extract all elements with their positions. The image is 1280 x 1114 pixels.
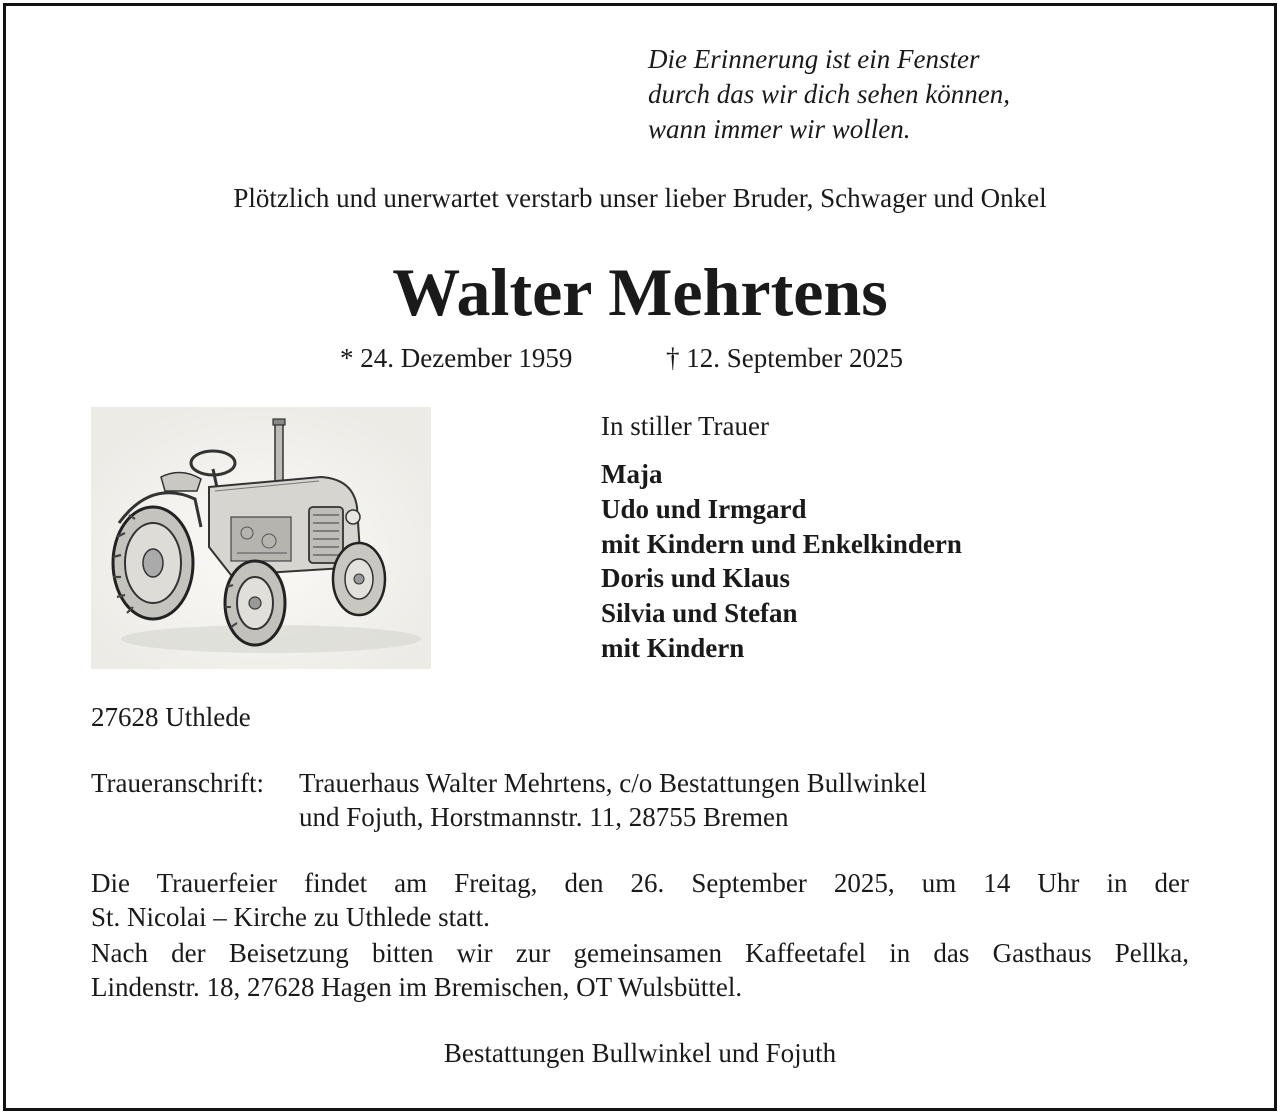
service-line: Die Trauerfeier findet am Freitag, den 26. September 2025, um 14 Uhr in der	[91, 868, 1189, 898]
intro-text: Plötzlich und unerwartet verstarb unser lieber Bruder, Schwager und Onkel	[233, 183, 1047, 213]
mourner-name: mit Kindern und Enkelkindern	[601, 528, 962, 559]
tractor-illustration	[91, 407, 431, 669]
mourner-name: Silvia und Stefan	[601, 598, 798, 629]
quote-line: durch das wir dich sehen können,	[648, 79, 1010, 109]
address-line: Trauerhaus Walter Mehrtens, c/o Bestattungen Bullwinkel	[299, 768, 927, 798]
mourning-heading: In stiller Trauer	[601, 411, 769, 441]
tractor-icon	[91, 407, 431, 669]
quote-line: wann immer wir wollen.	[648, 114, 911, 144]
mourner-name: Maja	[601, 459, 663, 489]
deceased-name: Walter Mehrtens	[392, 254, 888, 330]
service-line: Lindenstr. 18, 27628 Hagen im Bremischen, OT Wulsbüttel.	[91, 972, 743, 1002]
memorial-quote	[648, 42, 1010, 147]
mourner-name: Doris und Klaus	[601, 563, 791, 594]
address-label: Traueranschrift:	[91, 768, 264, 798]
death-date: † 12. September 2025	[666, 343, 903, 373]
place-of-residence: 27628 Uthlede	[91, 702, 251, 732]
funeral-home: Bestattungen Bullwinkel und Fojuth	[443, 1038, 837, 1068]
quote-line: Die Erinnerung ist ein Fenster	[648, 44, 980, 74]
mourner-name: Udo und Irmgard	[601, 493, 807, 524]
birth-date: * 24. Dezember 1959	[340, 343, 573, 373]
service-line: St. Nicolai – Kirche zu Uthlede statt.	[91, 902, 490, 932]
address-line: und Fojuth, Horstmannstr. 11, 28755 Bremen	[299, 802, 789, 832]
mourner-name: mit Kindern	[601, 632, 745, 663]
mourners-list	[601, 457, 962, 666]
service-line: Nach der Beisetzung bitten wir zur gemeinsamen Kaffeetafel in das Gasthaus Pellka,	[91, 938, 1189, 968]
